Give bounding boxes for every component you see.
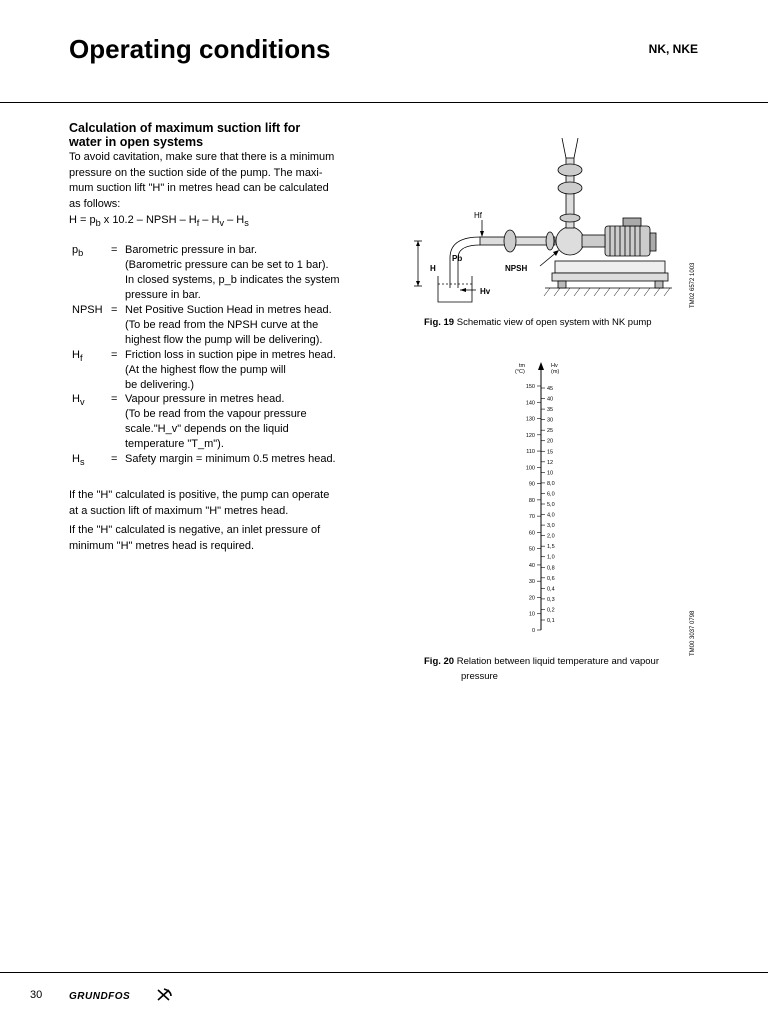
pressure-tick-label: 0,2	[547, 607, 555, 614]
h-label: H	[430, 264, 436, 273]
svg-text:TM02 6572 1003: TM02 6572 1003	[690, 262, 696, 308]
temperature-tick-label: 120	[525, 432, 535, 439]
pressure-tick-label: 25	[547, 428, 554, 435]
grundfos-logo	[69, 988, 179, 1002]
section-heading-line: Calculation of maximum suction lift for	[69, 121, 301, 135]
product-series: NK, NKE	[648, 42, 698, 56]
suction-lift-formula	[69, 214, 249, 228]
section-heading-line: water in open systems	[69, 135, 204, 149]
grundfos-symbol-icon	[158, 989, 171, 1000]
definition-term: $H_v$	[72, 393, 85, 408]
temperature-tick-label: 70	[528, 514, 535, 521]
pressure-tick-label: 5,0	[547, 502, 555, 508]
npsh-label: NPSH	[505, 264, 528, 273]
definition-term: $H_f$	[72, 349, 83, 364]
temperature-tick-label: 140	[525, 400, 535, 407]
temperature-tick-label: 100	[525, 465, 535, 472]
pressure-tick-label: 20	[547, 438, 554, 445]
pressure-tick-label: 30	[547, 417, 554, 424]
vapour-pressure-scale	[505, 358, 595, 640]
formula-subscript: f	[196, 218, 200, 229]
fig19-caption: Fig. 19 Schematic view of open system with NK pump	[424, 317, 652, 328]
pressure-tick-label: 0,4	[547, 586, 555, 593]
open-system-pump-diagram	[410, 138, 700, 310]
definition-term: $p_b$	[72, 244, 84, 259]
positive-h-paragraph: If the "H" calculated is positive, the pump can operate at a suction lift of maximum "H" metres head.	[69, 489, 330, 517]
temperature-tick-label: 0	[531, 628, 535, 634]
intro-line: To avoid cavitation, make sure that there is a minimum	[69, 151, 335, 163]
temperature-tick-label: 130	[525, 416, 535, 423]
definition-description: Net Positive Suction Head in metres head. (To be read from the NPSH curve at the highest flow the pump will be delivering).	[125, 304, 332, 346]
temperature-tick-label: 90	[528, 481, 535, 488]
formula-part: x 10.2 – NPSH – H	[100, 214, 197, 226]
section-heading	[69, 121, 369, 149]
pressure-tick-label: 8,0	[547, 480, 555, 487]
temperature-tick-label: 20	[528, 595, 535, 602]
fig19-drawing-code	[687, 258, 697, 308]
formula-part: H = p	[69, 214, 96, 226]
svg-text:GRUNDFOS: GRUNDFOS	[69, 991, 131, 1002]
pressure-tick-label: 10	[547, 470, 554, 477]
temperature-tick-label: 30	[528, 579, 535, 586]
temperature-tick-label: 110	[526, 449, 535, 456]
definition-description: Safety margin = minimum 0.5 metres head.	[125, 453, 336, 465]
pressure-tick-label: 12	[547, 459, 554, 466]
pressure-tick-label: 0,6	[547, 575, 555, 582]
header-divider	[0, 102, 768, 103]
definition-equals: =	[111, 393, 118, 405]
pressure-tick-label: 0,8	[547, 565, 555, 572]
temperature-tick-label: 60	[528, 530, 535, 537]
definition-equals: =	[111, 304, 118, 316]
temperature-tick-label: 80	[528, 497, 535, 504]
pressure-tick-label: 1,0	[547, 554, 555, 561]
intro-line: mum suction lift "H" in metres head can be calculated	[69, 182, 329, 194]
definition-description: Friction loss in suction pipe in metres head. (At the highest flow the pump will be delivering.)	[125, 349, 336, 391]
pressure-tick-label: 6,0	[547, 491, 555, 498]
pressure-tick-label: 15	[547, 449, 554, 456]
negative-h-paragraph: If the "H" calculated is negative, an inlet pressure of minimum "H" metres head is required.	[69, 524, 321, 552]
hv-header: Hv	[551, 363, 558, 369]
definition-equals: =	[111, 453, 118, 465]
tm-unit: (°C)	[515, 369, 525, 375]
page-title: Operating conditions	[69, 34, 331, 64]
hf-label: Hf	[474, 211, 482, 220]
pressure-tick-label: 4,0	[547, 512, 555, 519]
definition-equals: =	[111, 244, 118, 256]
fig20-drawing-code	[687, 596, 697, 656]
pressure-tick-label: 40	[547, 396, 554, 403]
formula-subscript: v	[219, 218, 225, 229]
pb-label: Pb	[452, 254, 463, 263]
hv-unit: (m)	[551, 369, 560, 375]
intro-line: as follows:	[69, 197, 121, 210]
tm-header: tm	[519, 363, 526, 369]
definition-term: $H_s$	[72, 453, 85, 468]
definition-equals: =	[111, 349, 118, 361]
formula-part: – H	[224, 214, 245, 226]
temperature-tick-label: 50	[528, 546, 535, 553]
temperature-tick-label: 150	[525, 384, 535, 390]
pressure-tick-label: 3,0	[547, 523, 555, 530]
page-number: 30	[30, 989, 43, 1001]
formula-subscript: b	[95, 218, 101, 229]
pressure-tick-label: 0,1	[547, 618, 555, 624]
intro-line: pressure on the suction side of the pump. The maxi-	[69, 166, 323, 179]
temperature-tick-label: 10	[528, 611, 535, 618]
footer-divider	[0, 972, 768, 973]
definition-description: Vapour pressure in metres head. (To be read from the vapour pressure scale."H_v" depends on the liquid temperature "T_m").	[125, 393, 307, 450]
pressure-tick-label: 2,0	[547, 533, 555, 540]
formula-subscript: s	[244, 218, 249, 229]
intro-paragraph	[69, 150, 369, 212]
pressure-tick-label: 0,3	[547, 596, 555, 603]
definition-term: NPSH	[72, 304, 103, 316]
definition-description: Barometric pressure in bar. (Barometric pressure can be set to 1 bar). In closed systems, p_b indicates the system pressure in bar.	[125, 244, 340, 301]
temperature-tick-label: 40	[528, 562, 535, 569]
pressure-tick-label: 45	[547, 386, 554, 392]
hv-label: Hv	[480, 287, 491, 296]
svg-text:TM00 3037 0798: TM00 3037 0798	[690, 610, 696, 656]
formula-part: – H	[199, 214, 220, 226]
pressure-tick-label: 35	[547, 407, 554, 414]
fig20-caption: Fig. 20 Relation between liquid temperature and vapour pressure	[424, 656, 660, 682]
pressure-tick-label: 1,5	[547, 544, 555, 551]
